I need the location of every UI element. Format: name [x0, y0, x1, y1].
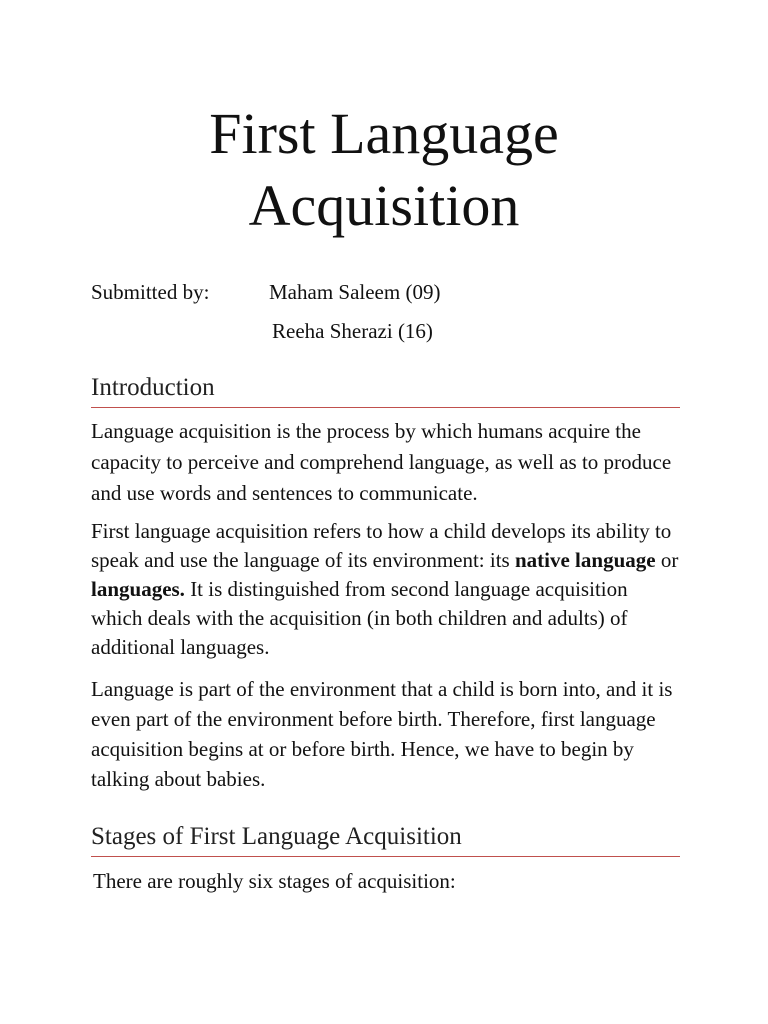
bold-term-native-language: native language: [514, 548, 656, 572]
title-line-1: First Language: [209, 101, 559, 166]
author-name: Reeha Sherazi (16): [272, 319, 433, 343]
document-title: [0, 98, 768, 242]
submitted-by-label: Submitted by:: [91, 280, 210, 304]
stages-heading: Stages of First Language Acquisition: [91, 822, 680, 857]
paragraph-text: It is distinguished from second language acquisition which deals with the acquisition (in both children and adults) of additional languages.: [91, 577, 628, 659]
paragraph-text: or: [655, 548, 679, 572]
intro-paragraph-3: Language is part of the environment that a child is born into, and it is even part of the environment before birth. Therefore, first language acquisition begins at or before birth. Hence, we have to begin by talking about babies.: [91, 677, 673, 791]
author-name: Maham Saleem (09): [269, 280, 441, 304]
paragraph-text: First language acquisition refers to how a child develops its ability to speak and use the language of its environment: its: [91, 519, 672, 572]
stages-paragraph-1: There are roughly six stages of acquisition:: [93, 869, 456, 893]
intro-paragraph-2: [91, 517, 683, 662]
introduction-heading: Introduction: [91, 373, 680, 408]
title-line-2: Acquisition: [248, 173, 520, 238]
intro-paragraph-1: Language acquisition is the process by which humans acquire the capacity to perceive and comprehend language, as well as to produce and use words and sentences to communicate.: [91, 419, 672, 505]
bold-term-languages: languages.: [91, 577, 185, 601]
